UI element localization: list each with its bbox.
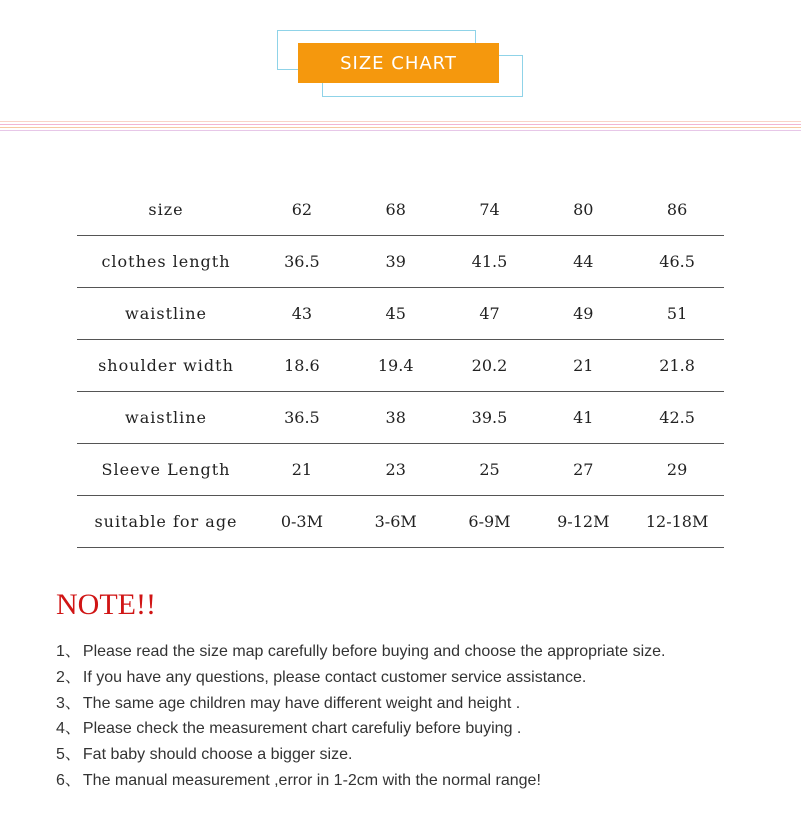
table-cell: 45 <box>349 288 443 340</box>
table-cell: 12-18M <box>630 496 724 548</box>
table-cell: 43 <box>255 288 349 340</box>
size-chart-title: SIZE CHART <box>298 43 499 83</box>
note-number: 2、 <box>56 668 81 686</box>
table-cell: 36.5 <box>255 392 349 444</box>
note-item <box>56 770 665 796</box>
table-cell: 68 <box>349 184 443 236</box>
note-item <box>56 718 665 744</box>
table-cell: 74 <box>443 184 537 236</box>
table-row <box>77 340 724 392</box>
row-label: size <box>77 184 255 236</box>
table-cell: 62 <box>255 184 349 236</box>
table-cell: 25 <box>443 444 537 496</box>
decorative-stripes <box>0 121 801 133</box>
note-item <box>56 744 665 770</box>
table-cell: 41.5 <box>443 236 537 288</box>
table-cell: 86 <box>630 184 724 236</box>
table-cell: 36.5 <box>255 236 349 288</box>
row-label: shoulder width <box>77 340 255 392</box>
note-number: 5、 <box>56 746 81 764</box>
row-label: clothes length <box>77 236 255 288</box>
note-number: 4、 <box>56 720 81 738</box>
table-cell: 19.4 <box>349 340 443 392</box>
table-row <box>77 444 724 496</box>
table-cell: 51 <box>630 288 724 340</box>
table-cell: 39 <box>349 236 443 288</box>
table-cell: 21.8 <box>630 340 724 392</box>
note-text: Please read the size map carefully before buying and choose the appropriate size. <box>82 643 666 660</box>
note-number: 6、 <box>56 771 81 789</box>
table-cell: 20.2 <box>443 340 537 392</box>
stripe-line <box>0 121 801 122</box>
note-number: 1、 <box>56 643 81 660</box>
table-cell: 49 <box>536 288 630 340</box>
table-cell: 44 <box>536 236 630 288</box>
table-cell: 80 <box>536 184 630 236</box>
table-cell: 41 <box>536 392 630 444</box>
note-item <box>56 693 665 719</box>
stripe-line <box>0 130 801 131</box>
stripe-line <box>0 127 801 128</box>
table-cell: 18.6 <box>255 340 349 392</box>
row-label: suitable for age <box>77 496 255 548</box>
note-text: The manual measurement ,error in 1-2cm with the normal range! <box>82 771 541 789</box>
row-label: waistline <box>77 288 255 340</box>
stripe-line <box>0 124 801 125</box>
note-item <box>56 641 665 667</box>
table-cell: 9-12M <box>536 496 630 548</box>
table-cell: 38 <box>349 392 443 444</box>
table-cell: 23 <box>349 444 443 496</box>
note-text: The same age children may have different weight and height . <box>82 694 521 712</box>
table-cell: 46.5 <box>630 236 724 288</box>
note-list <box>56 641 665 796</box>
table-cell: 39.5 <box>443 392 537 444</box>
note-number: 3、 <box>56 694 81 712</box>
table-row <box>77 236 724 288</box>
note-text: Fat baby should choose a bigger size. <box>82 746 353 764</box>
size-chart-table <box>77 184 724 548</box>
table-cell: 0-3M <box>255 496 349 548</box>
note-text: If you have any questions, please contact customer service assistance. <box>82 668 587 686</box>
table-cell: 27 <box>536 444 630 496</box>
table-row <box>77 392 724 444</box>
note-title: NOTE!! <box>56 588 156 621</box>
row-label: Sleeve Length <box>77 444 255 496</box>
table-cell: 21 <box>255 444 349 496</box>
table-row <box>77 184 724 236</box>
table-row <box>77 288 724 340</box>
table-cell: 29 <box>630 444 724 496</box>
table-cell: 42.5 <box>630 392 724 444</box>
table-row <box>77 496 724 548</box>
note-text: Please check the measurement chart carefuliy before buying . <box>82 720 522 738</box>
table-cell: 21 <box>536 340 630 392</box>
table-cell: 47 <box>443 288 537 340</box>
row-label: waistline <box>77 392 255 444</box>
table-cell: 3-6M <box>349 496 443 548</box>
table-cell: 6-9M <box>443 496 537 548</box>
note-item <box>56 667 665 693</box>
